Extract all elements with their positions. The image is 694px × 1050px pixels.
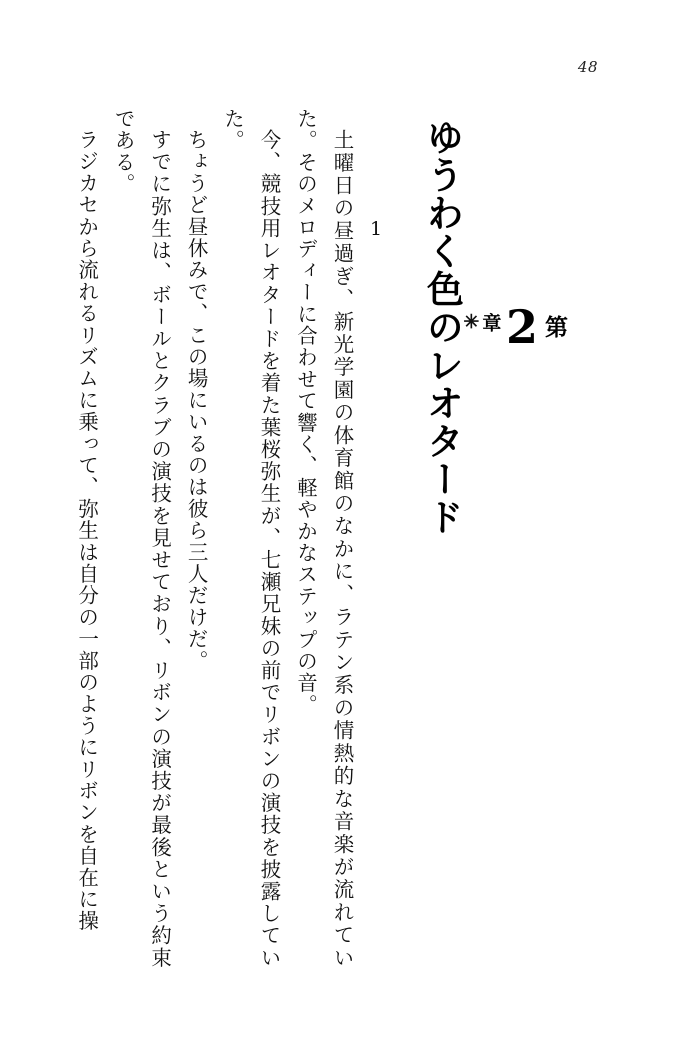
paragraph: 今、競技用レオタードを着た葉桜弥生が、七瀬兄妹の前でリボンの演技を披露していた。 [220, 108, 282, 968]
section-number: 1 [370, 218, 383, 240]
paragraph: ちょうど昼休みで、この場にいるのは彼ら三人だけだ。 [184, 128, 209, 671]
paragraph: 土曜日の昼過ぎ、新光学園の体育館のなかに、ラテン系の情熱的な音楽が流れていた。そのメロディーに合わせて響く、軽やかなステップの音。 [293, 108, 354, 968]
chapter-number: 2 [495, 299, 549, 354]
chapter-heading [422, 118, 566, 536]
paragraph: すでに弥生は、ボールとクラブの演技を見せており、リボンの演技が最後という約束である。 [111, 108, 172, 968]
flower-ornament-icon: ✳ [460, 311, 483, 333]
chapter-title: ゆうわく色のレオタード [420, 118, 465, 536]
chapter-prefix: 第 [541, 314, 568, 338]
page-number: 48 [577, 58, 598, 76]
paragraph: ラジカセから流れるリズムに乗って、弥生は自分の一部のようにリボンを自在に操 [74, 128, 99, 932]
body-text [60, 108, 360, 968]
chapter-suffix: 章 [479, 312, 502, 332]
